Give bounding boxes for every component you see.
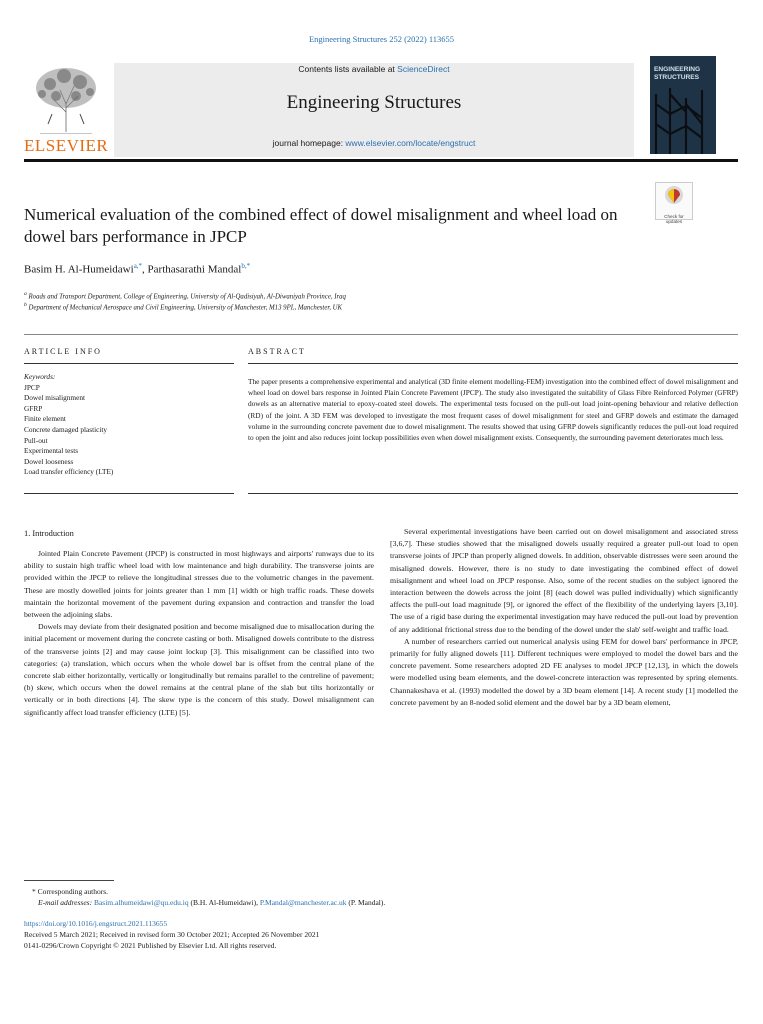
email-link[interactable]: Basim.alhumeidawi@qu.edu.iq bbox=[93, 898, 189, 907]
copyright-line: 0141-0296/Crown Copyright © 2021 Published by Elsevier Ltd. All rights reserved. bbox=[24, 941, 277, 950]
body-paragraph: A number of researchers carried out numerical analysis using FEM for dowel bars' performance in JPCP, primarily for fully aligned dowels [11]. Different techniques were employed to model the dowel bars and the concrete pavement. Some researchers adopted 2D FE analyses to model JPCP [12,13], in which the dowels were modelled using beam elements, and the dowel-concrete interaction was represented by spring elements. Channakeshava et al. (1993) modelled the dowel by a 3D beam element [14]. A recent study [1] modelled the concrete pavement by an 8-noded solid element and the dowel bar by a 3D beam element, bbox=[390, 636, 738, 707]
author-affiliation-marker[interactable]: b,* bbox=[241, 262, 251, 270]
email-owner: (B.H. Al-Humeidawi), bbox=[188, 898, 260, 907]
corresponding-note: * Corresponding authors. bbox=[32, 887, 109, 896]
check-for-updates-label: Check for updates bbox=[664, 214, 684, 224]
article-info-rule bbox=[24, 363, 234, 364]
crossmark-icon bbox=[656, 183, 692, 209]
body-column-left bbox=[24, 548, 374, 719]
elsevier-tree-logo bbox=[30, 64, 102, 139]
keyword-item: JPCP bbox=[24, 382, 40, 392]
footnotes-block bbox=[24, 886, 738, 951]
email-link[interactable]: P.Mandal@manchester.ac.uk bbox=[259, 898, 347, 907]
keywords-block bbox=[24, 372, 234, 478]
journal-cover-thumbnail bbox=[650, 56, 716, 154]
email-owner: (P. Mandal). bbox=[346, 898, 386, 907]
abstract-text: The paper presents a comprehensive experimental and analytical (3D finite element modelling-FEM) investigation into the combined effect of dowel misalignment and wheel load on dowel bars response in Jointed Plain Concrete Pavement (JPCP). The study also investigated the suitability of Glass Fibre Reinforced Polymer (GFRP) dowels as an alternative material to epoxy-coated steel dowels. The experimental tests focused on the pull-out load joint-opening behaviour and relative deflection (RD) of the joint. A 3D FEM was developed to investigate the most frequent cases of dowel misalignment for steel and GFRP dowels and estimate the damaged volume in the surrounding concrete pavement due to dowel misalignment. The results showed that using GFRP dowels significantly reduces the pull-out load required to open the joint and also reduces joint lockup possibilities even when dowel misalignment exists. Consequently, the surrounding pavement deteriorates much less. bbox=[248, 377, 738, 443]
affiliation-text: Roads and Transport Department, College of Engineering, University of Al-Qadisiyah, Al-Diwaniyah Province, Iraq bbox=[28, 293, 346, 301]
check-for-updates-badge[interactable] bbox=[655, 182, 693, 224]
masthead-rule bbox=[24, 159, 738, 162]
journal-citation[interactable]: Engineering Structures 252 (2022) 113655 bbox=[308, 34, 455, 44]
keyword-item: Dowel misalignment bbox=[24, 393, 86, 403]
received-dates: Received 5 March 2021; Received in revised form 30 October 2021; Accepted 26 November 2021 bbox=[24, 930, 320, 939]
affiliation-b bbox=[24, 302, 342, 311]
keyword-item: Dowel looseness bbox=[24, 456, 74, 466]
paper-title: Numerical evaluation of the combined effect of dowel misalignment and wheel load on dowel bars performance in JPCP bbox=[24, 205, 618, 246]
section-heading-introduction: 1. Introduction bbox=[24, 529, 74, 538]
journal-title: Engineering Structures bbox=[286, 92, 462, 113]
publisher-name: ELSEVIER bbox=[24, 136, 109, 155]
journal-homepage-line bbox=[114, 138, 634, 148]
keyword-item: Finite element bbox=[24, 414, 66, 424]
author-separator: , bbox=[142, 263, 148, 276]
title-divider bbox=[24, 334, 738, 335]
cover-bridge-graphic bbox=[650, 84, 716, 154]
abstract-heading: ABSTRACT bbox=[248, 347, 306, 356]
affiliation-marker: a bbox=[24, 291, 27, 297]
body-column-right bbox=[390, 526, 738, 709]
keyword-item: Pull-out bbox=[24, 435, 48, 445]
footnote-rule bbox=[24, 880, 114, 881]
cover-title-line2: STRUCTURES bbox=[654, 74, 700, 81]
body-paragraph: Dowels may deviate from their designated position and become misaligned due to misallocation during the initial placement or movement during the concrete casting or both. Misaligned dowels contribute to the distress of the transverse joints [2] and may cause joint lockup [3]. This misalignment can be classified into two categories: (a) translation, which occurs when the whole dowel bar is offset from the central plane of the concrete slab either horizontally, vertically or longitudinally but remains parallel to the centreline of pavement; (b) skew, which occurs when the dowel remains at the central plane of the slab but tilts horizontally or vertically or in both directions [4]. The skew type is the concern of this study. Dowel misalignment can significantly affect load transfer efficiency (LTE) [5]. bbox=[24, 622, 374, 717]
affiliation-marker: b bbox=[24, 302, 27, 308]
article-info-bottom-rule bbox=[24, 493, 234, 494]
cover-title bbox=[654, 66, 714, 82]
author-line bbox=[24, 262, 250, 276]
sciencedirect-link[interactable]: ScienceDirect bbox=[397, 64, 450, 74]
abstract-bottom-rule bbox=[248, 493, 738, 494]
email-line bbox=[24, 897, 738, 908]
body-paragraph: Jointed Plain Concrete Pavement (JPCP) is constructed in most highways and airports' runways due to its ability to sustain high traffic wheel load with low maintenance and high durability. The transverse joints are provided within the JPCP to relieve the longitudinal stresses due to the volumetric changes in the pavement. These are mostly dowelled joints for joints greater than 1 mm [1] width or high traffic roads. These dowels maintain the horizontal movement of the pavement during expansion and contraction and transfer the load between the adjoining slabs. bbox=[24, 549, 374, 620]
affiliation-a bbox=[24, 291, 346, 300]
body-paragraph: Several experimental investigations have been carried out on dowel misalignment and associated stress [3,6,7]. These studies showed that the misaligned dowels usually required a greater pull-out load to open transverse joints of JPCP than properly aligned dowels. In addition, observable distresses were seen around the misaligned dowels. However, there is no study to date investigating the combined effect of dowel misalignment and wheel load on JPCP response. Also, some of the recent studies on the subject ignored the interaction between the dowels across the joint [8] (each dowel was pulled individually) which significantly affects the pull-out load magnitude [9], or ignored the effect of the flexibility of the underlying layers [3,10]. The use of a rigid base during the experimental investigation may have reduced the pull-out load by prevention of any additional frictional stress due to the bending of the dowel under the slab' self-weight and traffic load. bbox=[390, 527, 738, 634]
homepage-prefix: journal homepage: bbox=[272, 138, 346, 148]
contents-available-line bbox=[114, 64, 634, 74]
contents-prefix: Contents lists available at bbox=[298, 64, 398, 74]
abstract-rule bbox=[248, 363, 738, 364]
keyword-item: Load transfer efficiency (LTE) bbox=[24, 467, 114, 477]
author-name: Basim H. Al-Humeidawi bbox=[24, 263, 134, 276]
article-info-heading: ARTICLE INFO bbox=[24, 347, 102, 356]
author-affiliation-marker[interactable]: a,* bbox=[133, 262, 143, 270]
cover-title-line1: ENGINEERING bbox=[654, 66, 701, 73]
author-name: Parthasarathi Mandal bbox=[147, 263, 242, 276]
email-label: E-mail addresses: bbox=[38, 898, 94, 907]
doi-link[interactable]: https://doi.org/10.1016/j.engstruct.2021.113655 bbox=[24, 919, 168, 928]
keyword-item: GFRP bbox=[24, 403, 43, 413]
keyword-item: Experimental tests bbox=[24, 446, 79, 456]
keyword-item: Concrete damaged plasticity bbox=[24, 424, 108, 434]
journal-homepage-link[interactable]: www.elsevier.com/locate/engstruct bbox=[345, 138, 476, 148]
affiliation-text: Department of Mechanical Aerospace and Civil Engineering, University of Manchester, M13 9PL, Manchester, UK bbox=[28, 304, 343, 312]
keywords-label: Keywords: bbox=[24, 372, 56, 381]
